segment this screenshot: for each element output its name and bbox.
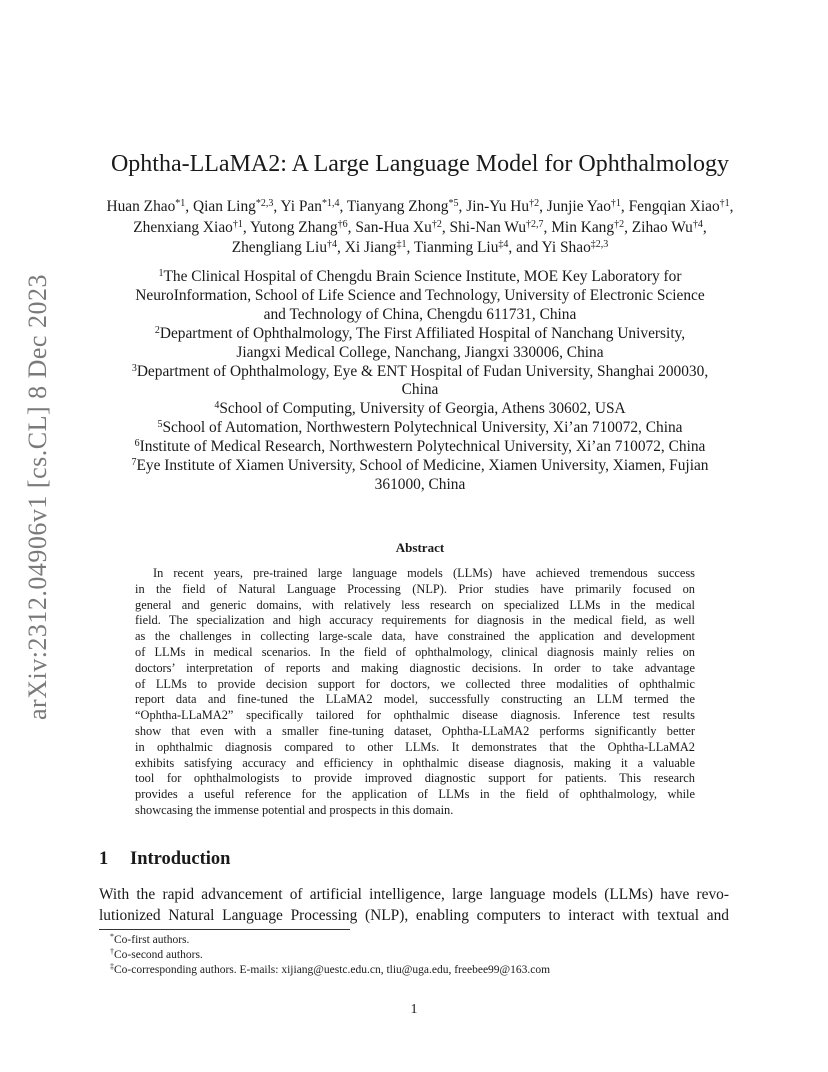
affiliation-line [98,306,742,325]
author-name: Min Kang [551,218,615,236]
author [551,219,624,236]
affiliation-mark: 5 [157,419,163,431]
author-name: Zihao Wu [631,218,693,236]
affiliation-text: The Clinical Hospital of Chengdu Brain Science Institute, MOE Key Laboratory for [163,268,682,285]
author-separator: , [185,198,193,215]
affiliation-line [98,438,742,457]
author [414,239,509,256]
affiliation-line [98,344,742,363]
affiliation-line [98,363,742,382]
affiliation-text: and Technology of China, Chengdu 611731, China [263,305,577,323]
affiliation-text: School of Computing, University of Georgia, Athens 30602, USA [219,400,626,418]
body-text-line: lutionized Natural Language Processing (NLP), enabling computers to interact with textual and [99,906,729,924]
author [547,198,621,215]
author [629,198,730,215]
author [466,198,539,215]
author-marks: †6 [337,218,348,230]
author-name: Tianyang Zhong [346,198,449,215]
abstract-line: provides a useful reference for the application of LLMs in the field of ophthalmology, while [135,787,695,802]
affiliation-line [98,268,742,287]
author-separator: , [337,239,345,256]
introduction-text [99,885,729,926]
author [542,239,609,256]
affiliation-text: Jiangxi Medical College, Nanchang, Jiangxi 330006, China [236,343,604,361]
author-separator: , [273,198,281,215]
footnote [110,963,550,978]
affiliation-text: School of Automation, Northwestern Polytechnical University, Xi’an 710072, China [162,419,683,437]
page-number: 1 [410,1002,418,1017]
author-marks: †2 [529,198,540,209]
abstract-line: general and generic domains, with relatively less research on specialized LLMs in the medical [135,597,695,612]
abstract-line: in the field of Natural Language Processing (NLP). Prior studies have primarily focused on [135,581,695,596]
affiliation-line [98,381,742,400]
author-name: Tianming Liu [413,239,499,256]
author-marks: †1 [719,198,730,209]
author [355,219,442,236]
abstract-line: report data and fine-tuned the LLaMA2 model, successfully constructing an LLM termed the [135,692,695,707]
author-marks: †1 [610,198,621,209]
footnote-text: Co-first authors. [114,934,190,946]
abstract-line: of LLMs to provide decision support for doctors, we collected three modalities of ophthalmic [135,676,695,691]
affiliation-line [98,287,742,306]
abstract-body [135,566,695,819]
affiliation-mark: 6 [134,438,140,450]
author-separator: , [539,198,547,215]
footnote-text: Co-second authors. [114,949,203,962]
author-name: Junjie Yao [546,198,611,215]
affiliation-text: 361000, China [374,475,466,493]
author-name: Huan Zhao [106,198,176,215]
author-separator: , [543,218,552,236]
author-name: Yi Shao [541,239,591,256]
affiliation-line [98,325,742,344]
abstract-line: doctors’ interpretation of reports and making diagnostic decisions. In order to take advantage [135,660,695,675]
footnote-text: Co-corresponding authors. E-mails: xijiang@uestc.edu.cn, tliu@uga.edu, freebee99@163.com [114,964,551,977]
author [250,219,348,236]
author-separator: , and [508,239,542,256]
section-title: Introduction [130,849,231,869]
footnote [110,948,550,963]
affiliation-list [98,268,742,495]
author [450,219,544,236]
affiliation-line [98,457,742,476]
author-marks: †2 [431,218,442,230]
affiliation-line [98,419,742,438]
abstract-line: In recent years, pre-trained large language models (LLMs) have achieved tremendous success [153,566,695,580]
author-marks: ‡2,3 [590,239,609,250]
author-marks: †4 [327,239,338,250]
affiliation-text: Eye Institute of Xiamen University, School of Medicine, Xiamen University, Xiamen, Fujian [136,457,709,475]
author-separator: , [339,198,347,215]
abstract-line: tool for ophthalmologists to provide improved diagnostic support for patients. This research [135,771,695,786]
author-name: San-Hua Xu [355,218,432,236]
affiliation-line [98,476,742,495]
affiliation-mark: 1 [158,268,164,279]
paper-title: Ophtha-LLaMA2: A Large Language Model for Ophthalmology [110,151,730,177]
author-separator: , [242,218,250,236]
author-name: Xi Jiang [344,239,397,256]
affiliation-mark: 7 [131,457,137,469]
footnotes [110,933,550,979]
affiliation-text: Department of Ophthalmology, Eye & ENT Hospital of Fudan University, Shanghai 200030, [136,362,709,380]
abstract-heading: Abstract [395,540,445,555]
affiliation-line [98,400,742,419]
abstract-line: as the challenges in collecting large-scale data, have constrained the application and development [135,629,695,644]
author [345,239,407,256]
author-name: Yutong Zhang [249,218,338,236]
affiliation-text: NeuroInformation, School of Life Science and Technology, University of Electronic Science [135,286,705,304]
author-marks: ‡1 [396,239,407,250]
affiliation-mark: 3 [131,362,137,374]
author-marks: †2,7 [526,218,544,230]
author-name: Zhengliang Liu [231,239,328,256]
author-name: Jin-Yu Hu [466,198,530,215]
author-marks: *1 [175,198,186,209]
author-separator: , [406,239,414,256]
author-separator: , [458,198,467,215]
author-separator: , [620,198,629,215]
affiliation-text: China [401,381,439,399]
footnote [110,933,550,948]
author [280,198,339,215]
author-name: Yi Pan [280,198,322,215]
author-name: Qian Ling [193,198,256,215]
affiliation-text: Institute of Medical Research, Northwestern Polytechnical University, Xi’an 710072, China [139,438,706,456]
author [106,198,185,215]
author-marks: †2 [614,218,625,230]
section-number: 1 [99,849,109,869]
footnote-mark: ‡ [110,962,114,972]
author [133,219,243,236]
author-name: Zhenxiang Xiao [133,218,233,236]
abstract-line: exhibits satisfying accuracy and efficiency in ophthalmic disease diagnosis, making it a valuable [135,755,695,770]
author-name: Shi-Nan Wu [449,218,527,236]
body-text-line: With the rapid advancement of artificial intelligence, large language models (LLMs) have revo- [99,886,729,903]
author-marks: *2,3 [255,198,274,209]
author-list [100,197,740,259]
abstract-line: field. The specialization and high accuracy requirements for diagnosis in the medical field, as well [135,613,695,628]
section-heading [99,849,230,870]
affiliation-text: Department of Ophthalmology, The First Affiliated Hospital of Nanchang University, [159,324,686,342]
author-separator: , [624,218,632,236]
author-separator: , [702,218,707,236]
author-separator: , [347,218,356,236]
author [632,219,703,236]
author [193,198,273,215]
footnote-mark: † [110,947,114,957]
author-marks: ‡4 [498,239,509,250]
author-marks: *1,4 [321,198,340,209]
abstract-line: of LLMs in medical scenarios. In the field of ophthalmology, clinical diagnosis mainly relies on [135,644,695,659]
author-marks: †1 [232,218,243,230]
abstract-line: show that even with a smaller fine-tuning dataset, Ophtha-LLaMA2 performs significantly better [135,723,695,738]
abstract-line: “Ophtha-LLaMA2” specifically tailored for ophthalmic disease diagnosis. Inference test results [135,708,695,723]
author-separator: , [441,218,450,236]
author-name: Fengqian Xiao [628,198,720,215]
abstract-line: in ophthalmic diagnosis compared to other LLMs. It demonstrates that the Ophtha-LLaMA2 [135,739,695,754]
author [347,198,459,215]
footnote-mark: * [110,932,114,941]
author-separator: , [729,198,734,215]
author [232,239,337,256]
affiliation-mark: 2 [154,324,160,336]
arxiv-identifier: arXiv:2312.04906v1 [cs.CL] 8 Dec 2023 [23,274,52,720]
author-marks: *5 [448,198,459,209]
footnote-rule [99,929,350,930]
abstract-line: showcasing the immense potential and prospects in this domain. [135,802,454,817]
author-marks: †4 [692,218,703,230]
affiliation-mark: 4 [214,400,220,412]
